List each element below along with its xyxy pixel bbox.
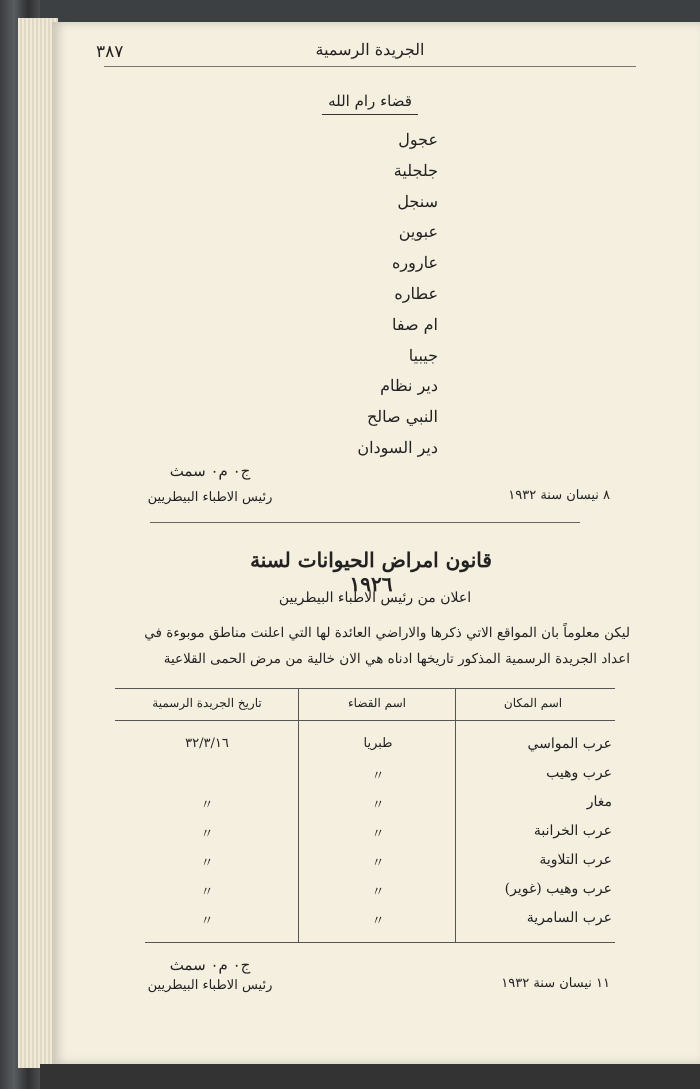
- village-list: [238, 128, 438, 467]
- notice-subtitle: اعلان من رئيس الاطباء البيطريين: [278, 590, 472, 606]
- notice-text-line-1: ليكن معلوماً بان المواقع الاتي ذكرها والاراضي العائدة لها التي اعلنت مناطق موبوءة في: [144, 625, 630, 641]
- place-cell: عرب الخرانبة: [533, 823, 612, 839]
- table-top-rule: [115, 688, 615, 689]
- village-item: دير السودان: [357, 437, 438, 457]
- table-row: [115, 910, 615, 940]
- district-cell: طبريا: [363, 736, 393, 751]
- place-cell: عرب المواسي: [527, 736, 612, 752]
- village-item: عجول: [398, 130, 438, 149]
- village-item: عطاره: [394, 283, 438, 303]
- village-item: النبي صالح: [366, 407, 438, 427]
- scan-border-top: [40, 0, 700, 22]
- village-item: عبوين: [398, 222, 438, 242]
- table-row: [115, 794, 615, 824]
- village-item: دير نظام: [380, 376, 438, 396]
- date-cell: 〃: [200, 914, 214, 929]
- column-header-district: اسم القضاء: [348, 696, 406, 710]
- table-row: [115, 881, 615, 911]
- district-heading: قضاء رام الله: [322, 92, 418, 115]
- district-cell: 〃: [371, 856, 385, 871]
- column-header-place: اسم المكان: [503, 696, 563, 710]
- section-divider: [150, 522, 580, 523]
- issue-date: ١١ نيسان سنة ١٩٣٢: [501, 976, 610, 991]
- district-cell: 〃: [371, 798, 385, 813]
- place-cell: عرب وهيب (غوير): [504, 881, 612, 897]
- issue-date: ٨ نيسان سنة ١٩٣٢: [508, 488, 610, 503]
- date-cell: 〃: [200, 856, 214, 871]
- signature-title: رئيس الاطباء البيطريين: [147, 490, 273, 505]
- notice-text-line-2: اعداد الجريدة الرسمية المذكور تاريخها ادناه هي الان خالية من مرض الحمى القلاعية: [163, 651, 630, 667]
- table-row: [115, 736, 615, 766]
- district-cell: 〃: [371, 885, 385, 900]
- column-header-gazette-date: تاريخ الجريدة الرسمية: [152, 696, 262, 710]
- place-cell: عرب السامرية: [526, 910, 612, 926]
- header-rule: [104, 66, 636, 67]
- village-item: سنجل: [397, 191, 438, 211]
- district-cell: 〃: [371, 914, 385, 929]
- signature-name: ج٠ م٠ سمث: [169, 956, 251, 974]
- table-bottom-rule: [145, 942, 615, 943]
- village-item: عاروره: [392, 253, 438, 273]
- table-row: [115, 765, 615, 795]
- scan-border-bottom: [40, 1064, 700, 1089]
- journal-title: الجريدة الرسمية: [315, 40, 425, 59]
- date-cell: 〃: [200, 885, 214, 900]
- village-item: جيبيا: [408, 345, 438, 365]
- law-title: قانون امراض الحيوانات لسنة ١٩٢٦: [250, 548, 492, 596]
- table-header-rule: [115, 720, 615, 721]
- place-cell: مغار: [586, 794, 612, 810]
- place-cell: عرب وهيب: [546, 765, 612, 781]
- date-cell: ٣٢/٣/١٦: [185, 736, 229, 751]
- village-item: جلجلية: [393, 160, 438, 180]
- signature-name: ج٠ م٠ سمث: [169, 462, 251, 480]
- district-cell: 〃: [371, 769, 385, 784]
- page-number: ٣٨٧: [96, 42, 124, 62]
- table-row: [115, 823, 615, 853]
- table-row: [115, 852, 615, 882]
- place-cell: عرب التلاوية: [539, 852, 612, 868]
- date-cell: 〃: [200, 827, 214, 842]
- district-cell: 〃: [371, 827, 385, 842]
- signature-title: رئيس الاطباء البيطريين: [147, 978, 273, 993]
- village-item: ام صفا: [392, 314, 438, 334]
- date-cell: 〃: [200, 798, 214, 813]
